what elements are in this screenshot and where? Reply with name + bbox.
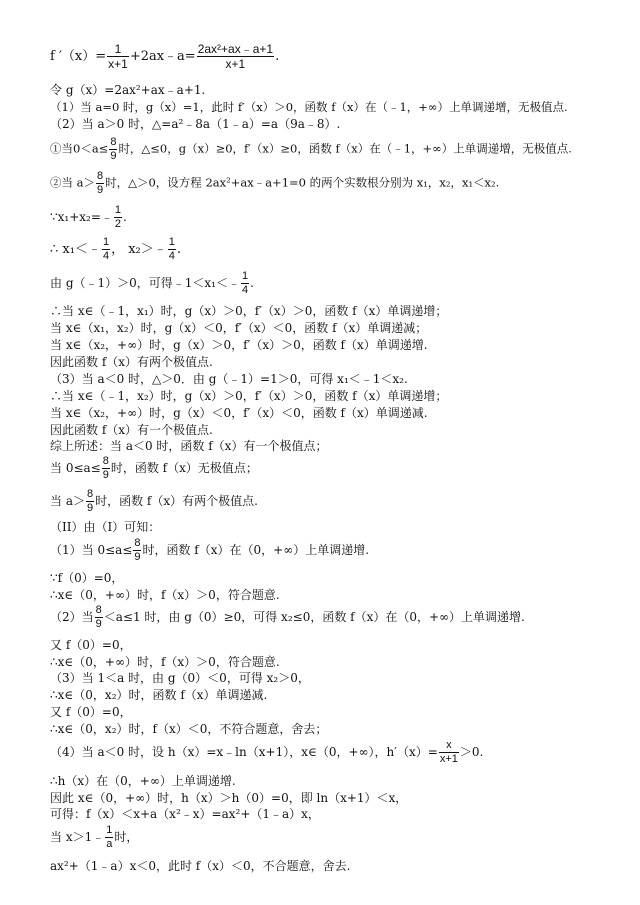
text-line: （2）当 a＞0 时，△=a²﹣8a（1﹣a）=a（9a﹣8）.	[50, 117, 341, 131]
text-line: 又 f（0）=0，	[50, 638, 132, 652]
text-line: 令 g（x）=2ax²+ax﹣a+1.	[50, 83, 206, 97]
text-line: （4）当 a＜0 时，设 h（x）=x﹣ln（x+1），x∈（0，+∞），h′（x）= $\frac{x}{x+1}$ ＞0.	[50, 739, 484, 765]
fraction: $\frac{8}{9}$	[86, 488, 94, 514]
fraction: $\frac{8}{9}$	[110, 136, 117, 162]
fraction: $\frac{1}{x+1}$	[108, 42, 128, 71]
fraction: $\frac{\text{2ax²+ax﹣a+1}}{x+1}$	[197, 42, 274, 71]
text-line: （2）当 $\frac{8}{9}$ ＜a≤1 时，由 g（0）≥0，可得 x₂≤0，函数 f（x）在（0，+∞）上单调递增.	[50, 604, 525, 630]
text-line: 当 a＞ $\frac{8}{9}$ 时，函数 f（x）有两个极值点.	[50, 488, 258, 514]
text-line: 综上所述：当 a＜0 时，函数 f（x）有一个极值点；	[50, 439, 328, 453]
text-line: ∴x∈（0，x₂）时，函数 f（x）单调递减.	[50, 688, 268, 702]
text-line: ∵x₁+x₂=﹣ $\frac{1}{2}$ .	[50, 204, 127, 230]
text-line: ①当0＜a≤ $\frac{8}{9}$ 时，△≤0，g（x）≥0，f′（x）≥0，函数 f（x）在（﹣1，+∞）上单调递增，无极值点.	[50, 136, 572, 162]
text-line: 当 x∈（x₁，x₂）时，g（x）＜0，f′（x）＜0，函数 f（x）单调递减；	[50, 321, 428, 335]
text-line: ∴x∈（0，x₂）时，f（x）＜0，不符合题意，舍去；	[50, 722, 328, 736]
fraction: $\frac{8}{9}$	[134, 537, 141, 563]
text-line: ∴h（x）在（0，+∞）上单调递增.	[50, 774, 236, 788]
text-line: ∵f（0）=0，	[50, 571, 124, 585]
text-line: 当 0≤a≤ $\frac{8}{9}$ 时，函数 f（x）无极值点；	[50, 455, 258, 481]
fraction: $\frac{1}{4}$	[102, 236, 110, 262]
fraction: $\frac{8}{9}$	[95, 604, 102, 630]
fraction: $\frac{1}{4}$	[241, 270, 249, 296]
fraction: $\frac{x}{x+1}$	[439, 739, 458, 765]
text-line: 当 x＞1﹣ $\frac{1}{a}$ 时，	[50, 824, 139, 850]
fraction: $\frac{1}{a}$	[106, 824, 113, 850]
text-line: 当 x∈（x₂，+∞）时，g（x）＜0，f′（x）＜0，函数 f（x）单调递减.	[50, 406, 428, 420]
fraction: $\frac{1}{4}$	[168, 236, 175, 262]
text-line: 因此函数 f（x）有两个极值点.	[50, 355, 213, 369]
text-line: 由 g（﹣1）＞0，可得﹣1＜x₁＜﹣ $\frac{1}{4}$ .	[50, 270, 254, 296]
fraction: $\frac{1}{2}$	[114, 204, 122, 230]
text-line: ∴当 x∈（﹣1，x₁）时，g（x）＞0，f′（x）＞0，函数 f（x）单调递增；	[50, 304, 448, 318]
text-line: ∴x∈（0，+∞）时，f（x）＞0，符合题意.	[50, 655, 280, 669]
text-line: （II）由（I）可知：	[50, 520, 161, 534]
text-line: ∴当 x∈（﹣1，x₂）时，g（x）＞0，f′（x）＞0，函数 f（x）单调递增；	[50, 389, 448, 403]
derivative-formula: f ′（x）= $\frac{1}{x+1}$ +2ax﹣a= $\frac{\text{2ax²+ax﹣a+1}}{x+1}$ .	[50, 42, 280, 71]
fraction: $\frac{8}{9}$	[102, 455, 109, 481]
text-line: ax²+（1﹣a）x＜0，此时 f（x）＜0，不合题意，舍去.	[50, 859, 351, 873]
text-line: 因此 x∈（0，+∞）时，h（x）＞h（0）=0，即 ln（x+1）＜x，	[50, 791, 408, 805]
text-line: ∴ x₁＜﹣ $\frac{1}{4}$ ， x₂＞﹣ $\frac{1}{4}$ .	[50, 236, 182, 262]
text-line: 又 f（0）=0，	[50, 705, 132, 719]
text-line: （3）当 1＜a 时，由 g（0）＜0，可得 x₂＞0，	[50, 671, 310, 685]
text-line: （3）当 a＜0 时，△＞0．由 g（﹣1）=1＞0，可得 x₁＜﹣1＜x₂.	[50, 372, 408, 386]
text-line: 可得：f（x）＜x+a（x²﹣x）=ax²+（1﹣a）x，	[50, 807, 320, 821]
text-line: （1）当 a=0 时，g（x）=1，此时 f′（x）＞0，函数 f（x）在（﹣1，+∞）上单调递增，无极值点.	[50, 100, 568, 114]
text-line: 当 x∈（x₂，+∞）时，g（x）＞0，f′（x）＞0，函数 f（x）单调递增.	[50, 338, 428, 352]
derivative-lhs: f ′（x）=	[50, 49, 107, 64]
fraction: $\frac{8}{9}$	[97, 170, 104, 196]
text-line: （1）当 0≤a≤ $\frac{8}{9}$ 时，函数 f（x）在（0，+∞）上单调递增.	[50, 537, 370, 563]
text-line: ②当 a＞ $\frac{8}{9}$ 时，△＞0，设方程 2ax²+ax﹣a+1=0 的两个实数根分别为 x₁，x₂，x₁＜x₂.	[50, 170, 500, 196]
text-line: 因此函数 f（x）有一个极值点.	[50, 423, 213, 437]
text-line: ∴x∈（0，+∞）时，f（x）＞0，符合题意.	[50, 588, 280, 602]
